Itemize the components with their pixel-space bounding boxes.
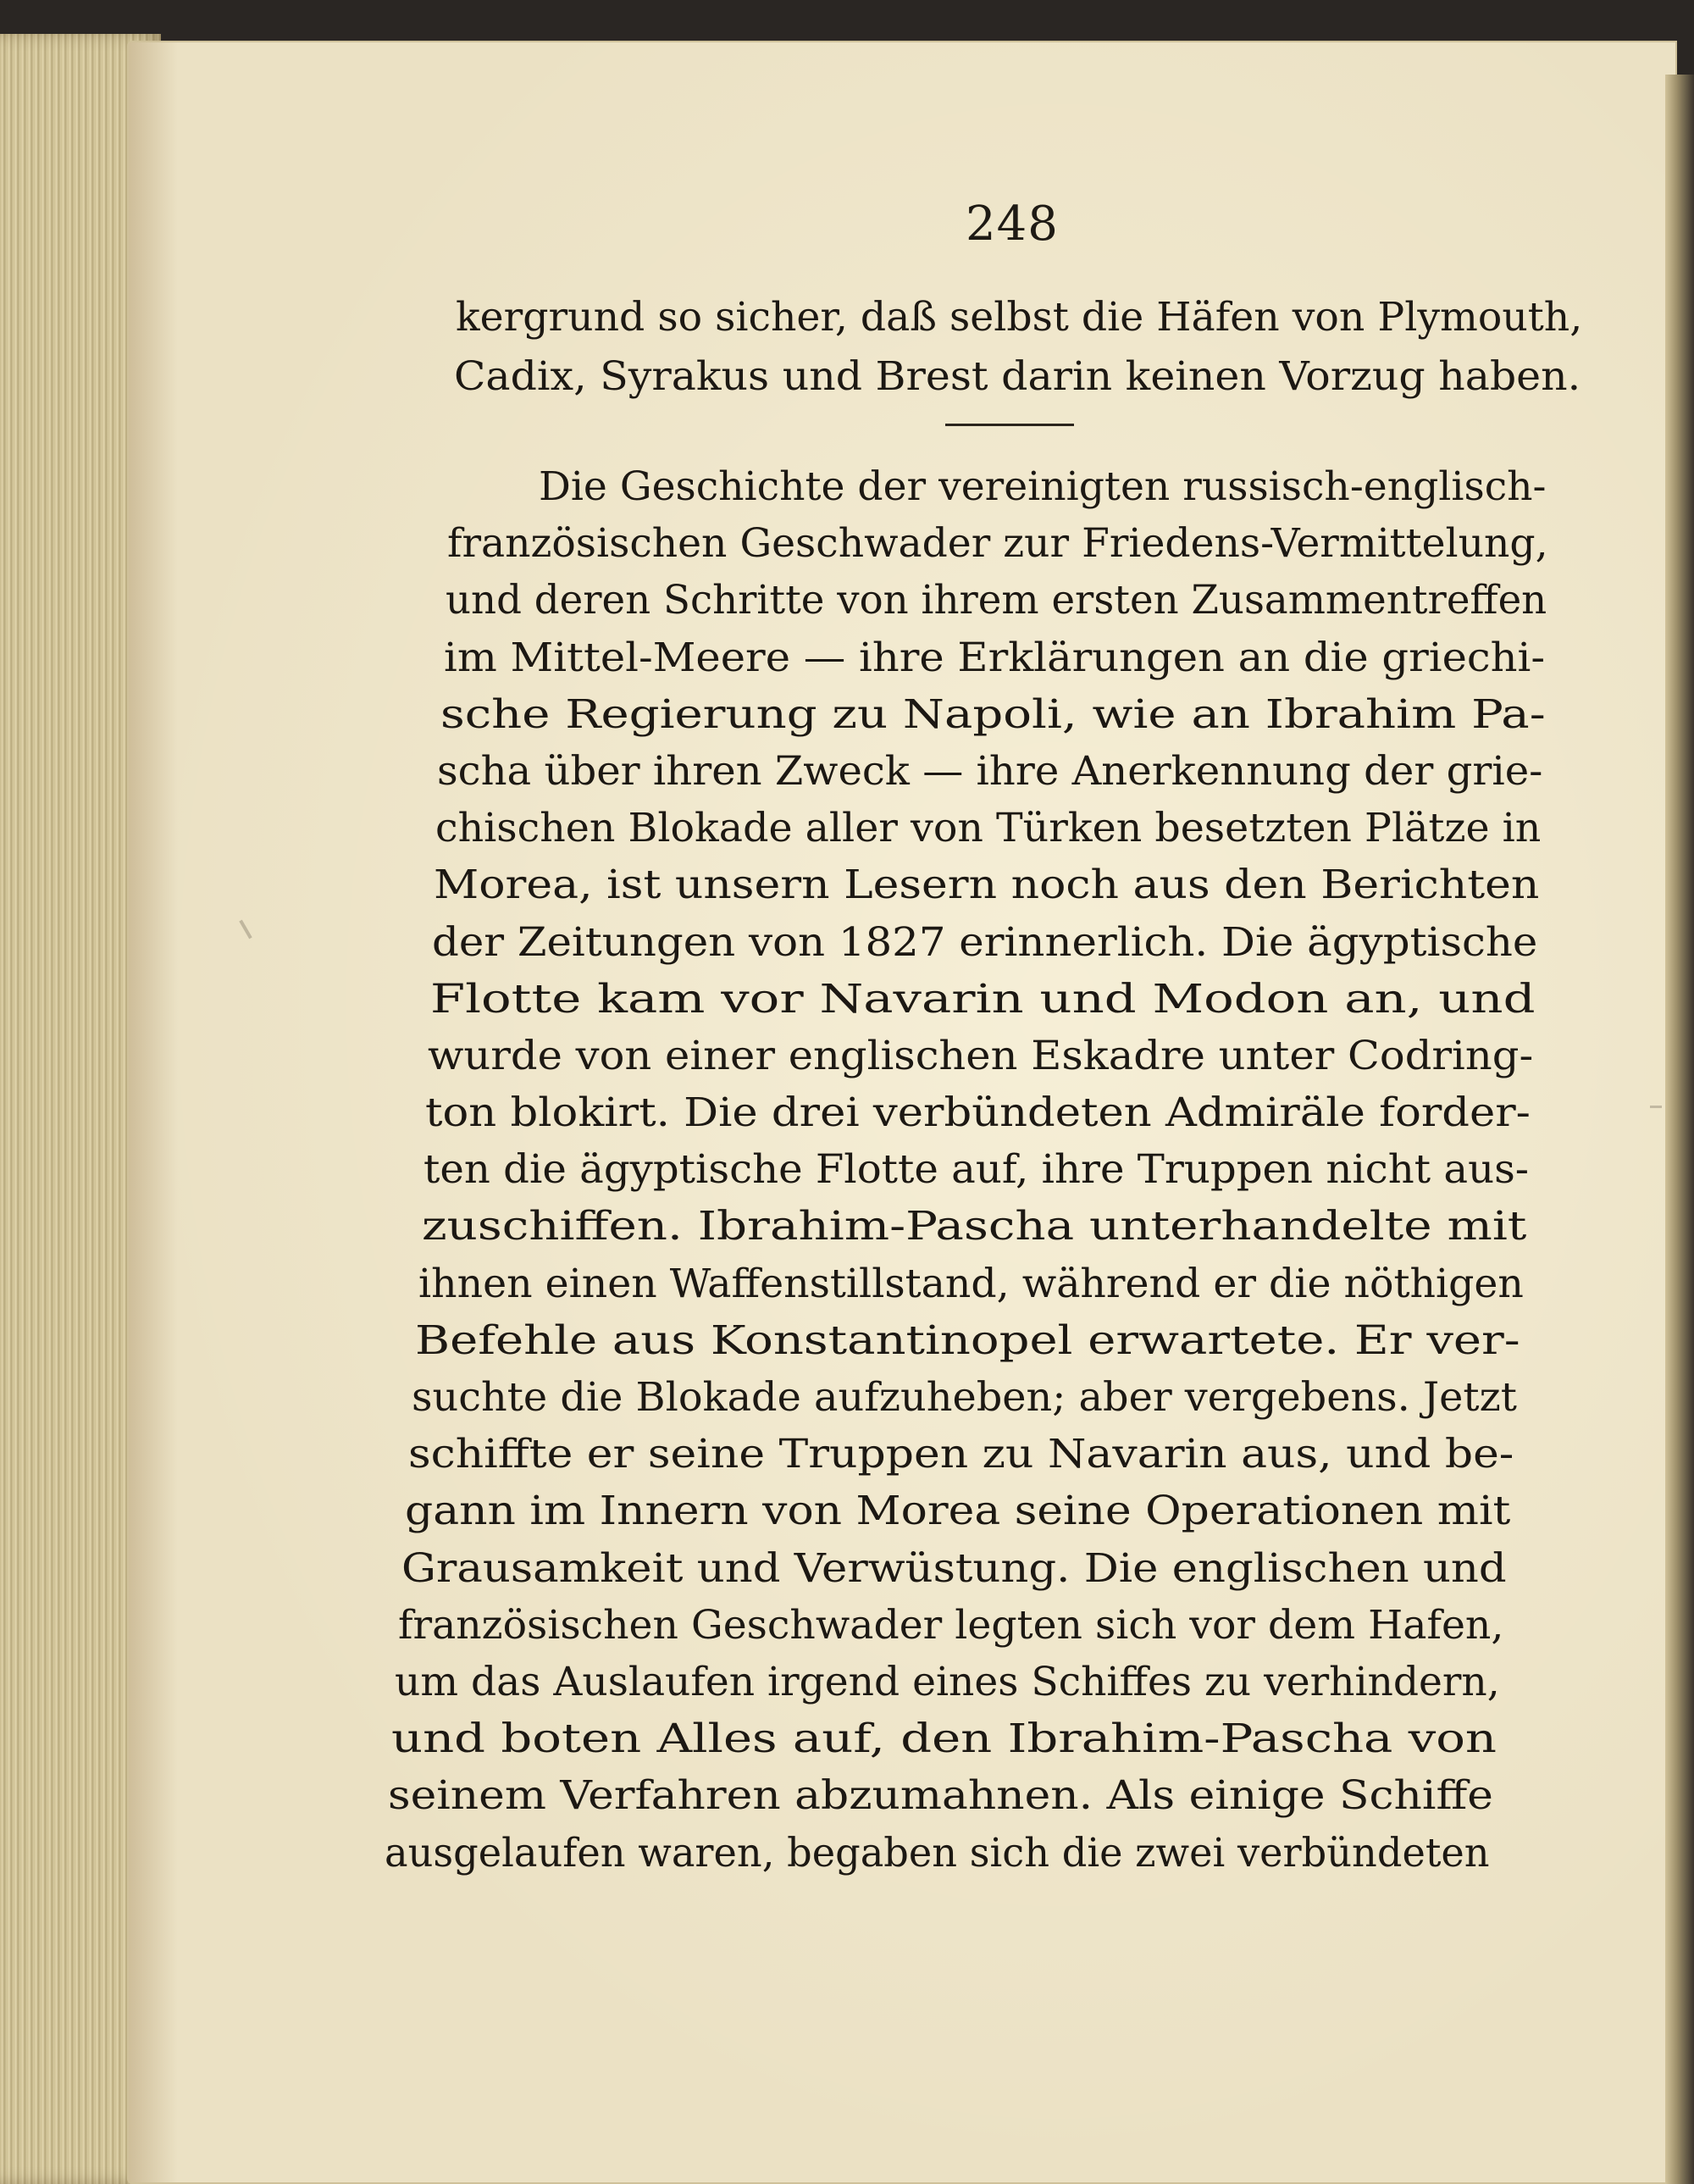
page-number: 248 bbox=[966, 197, 1059, 252]
text-line: zuschiffen. Ibrahim-Pascha unterhandelte mit bbox=[422, 1203, 1527, 1250]
text-line: Morea, ist unsern Lesern noch aus den Berichten bbox=[434, 862, 1540, 908]
text-line: Cadix, Syrakus und Brest darin keinen Vorzug haben. bbox=[454, 353, 1581, 400]
text-line: französischen Geschwader zur Friedens-Vermittelung, bbox=[447, 520, 1548, 567]
text-line: französischen Geschwader legten sich vor dem Hafen, bbox=[398, 1602, 1504, 1649]
right-page-edge bbox=[1665, 75, 1694, 2184]
text-line: und deren Schritte von ihrem ersten Zusammentreffen bbox=[446, 577, 1547, 624]
text-line: ton blokirt. Die drei verbündeten Admiräle forder- bbox=[425, 1089, 1531, 1136]
text-line: schiffte er seine Truppen zu Navarin aus, und be- bbox=[408, 1431, 1514, 1477]
text-line: ten die ägyptische Flotte auf, ihre Truppen nicht aus- bbox=[424, 1146, 1530, 1193]
text-line: sche Regierung zu Napoli, wie an Ibrahim Pa- bbox=[440, 691, 1546, 738]
text-line: um das Auslaufen irgend eines Schiffes zu verhindern, bbox=[395, 1659, 1500, 1705]
text-line: im Mittel-Meere — ihre Erklärungen an die griechi- bbox=[444, 635, 1546, 681]
text-line: suchte die Blokade aufzuheben; aber vergebens. Jetzt bbox=[412, 1374, 1517, 1421]
text-line: Die Geschichte der vereinigten russisch-englisch- bbox=[539, 463, 1547, 510]
text-line: Flotte kam vor Navarin und Modon an, und bbox=[430, 976, 1536, 1023]
text-line: Befehle aus Konstantinopel erwartete. Er ver- bbox=[415, 1317, 1520, 1364]
text-line: wurde von einer englischen Eskadre unter Codring- bbox=[428, 1033, 1534, 1079]
text-line: gann im Innern von Morea seine Operationen mit bbox=[405, 1488, 1511, 1534]
text-line: kergrund so sicher, daß selbst die Häfen von Plymouth, bbox=[456, 294, 1583, 341]
text-line: seinem Verfahren abzumahnen. Als einige Schiffe bbox=[388, 1772, 1493, 1819]
text-line: der Zeitungen von 1827 erinnerlich. Die ägyptische bbox=[432, 919, 1538, 966]
text-line: Grausamkeit und Verwüstung. Die englischen und bbox=[401, 1545, 1507, 1592]
text-line: chischen Blokade aller von Türken besetzten Plätze in bbox=[435, 805, 1542, 851]
text-line: ihnen einen Waffenstillstand, während er die nöthigen bbox=[418, 1261, 1524, 1307]
paper-mark bbox=[1650, 1106, 1662, 1108]
section-divider-rule bbox=[945, 424, 1074, 426]
text-line: und boten Alles auf, den Ibrahim-Pascha von bbox=[391, 1716, 1497, 1762]
text-line: ausgelaufen waren, begaben sich die zwei verbündeten bbox=[385, 1830, 1490, 1876]
text-line: scha über ihren Zweck — ihre Anerkennung der grie- bbox=[437, 748, 1543, 795]
